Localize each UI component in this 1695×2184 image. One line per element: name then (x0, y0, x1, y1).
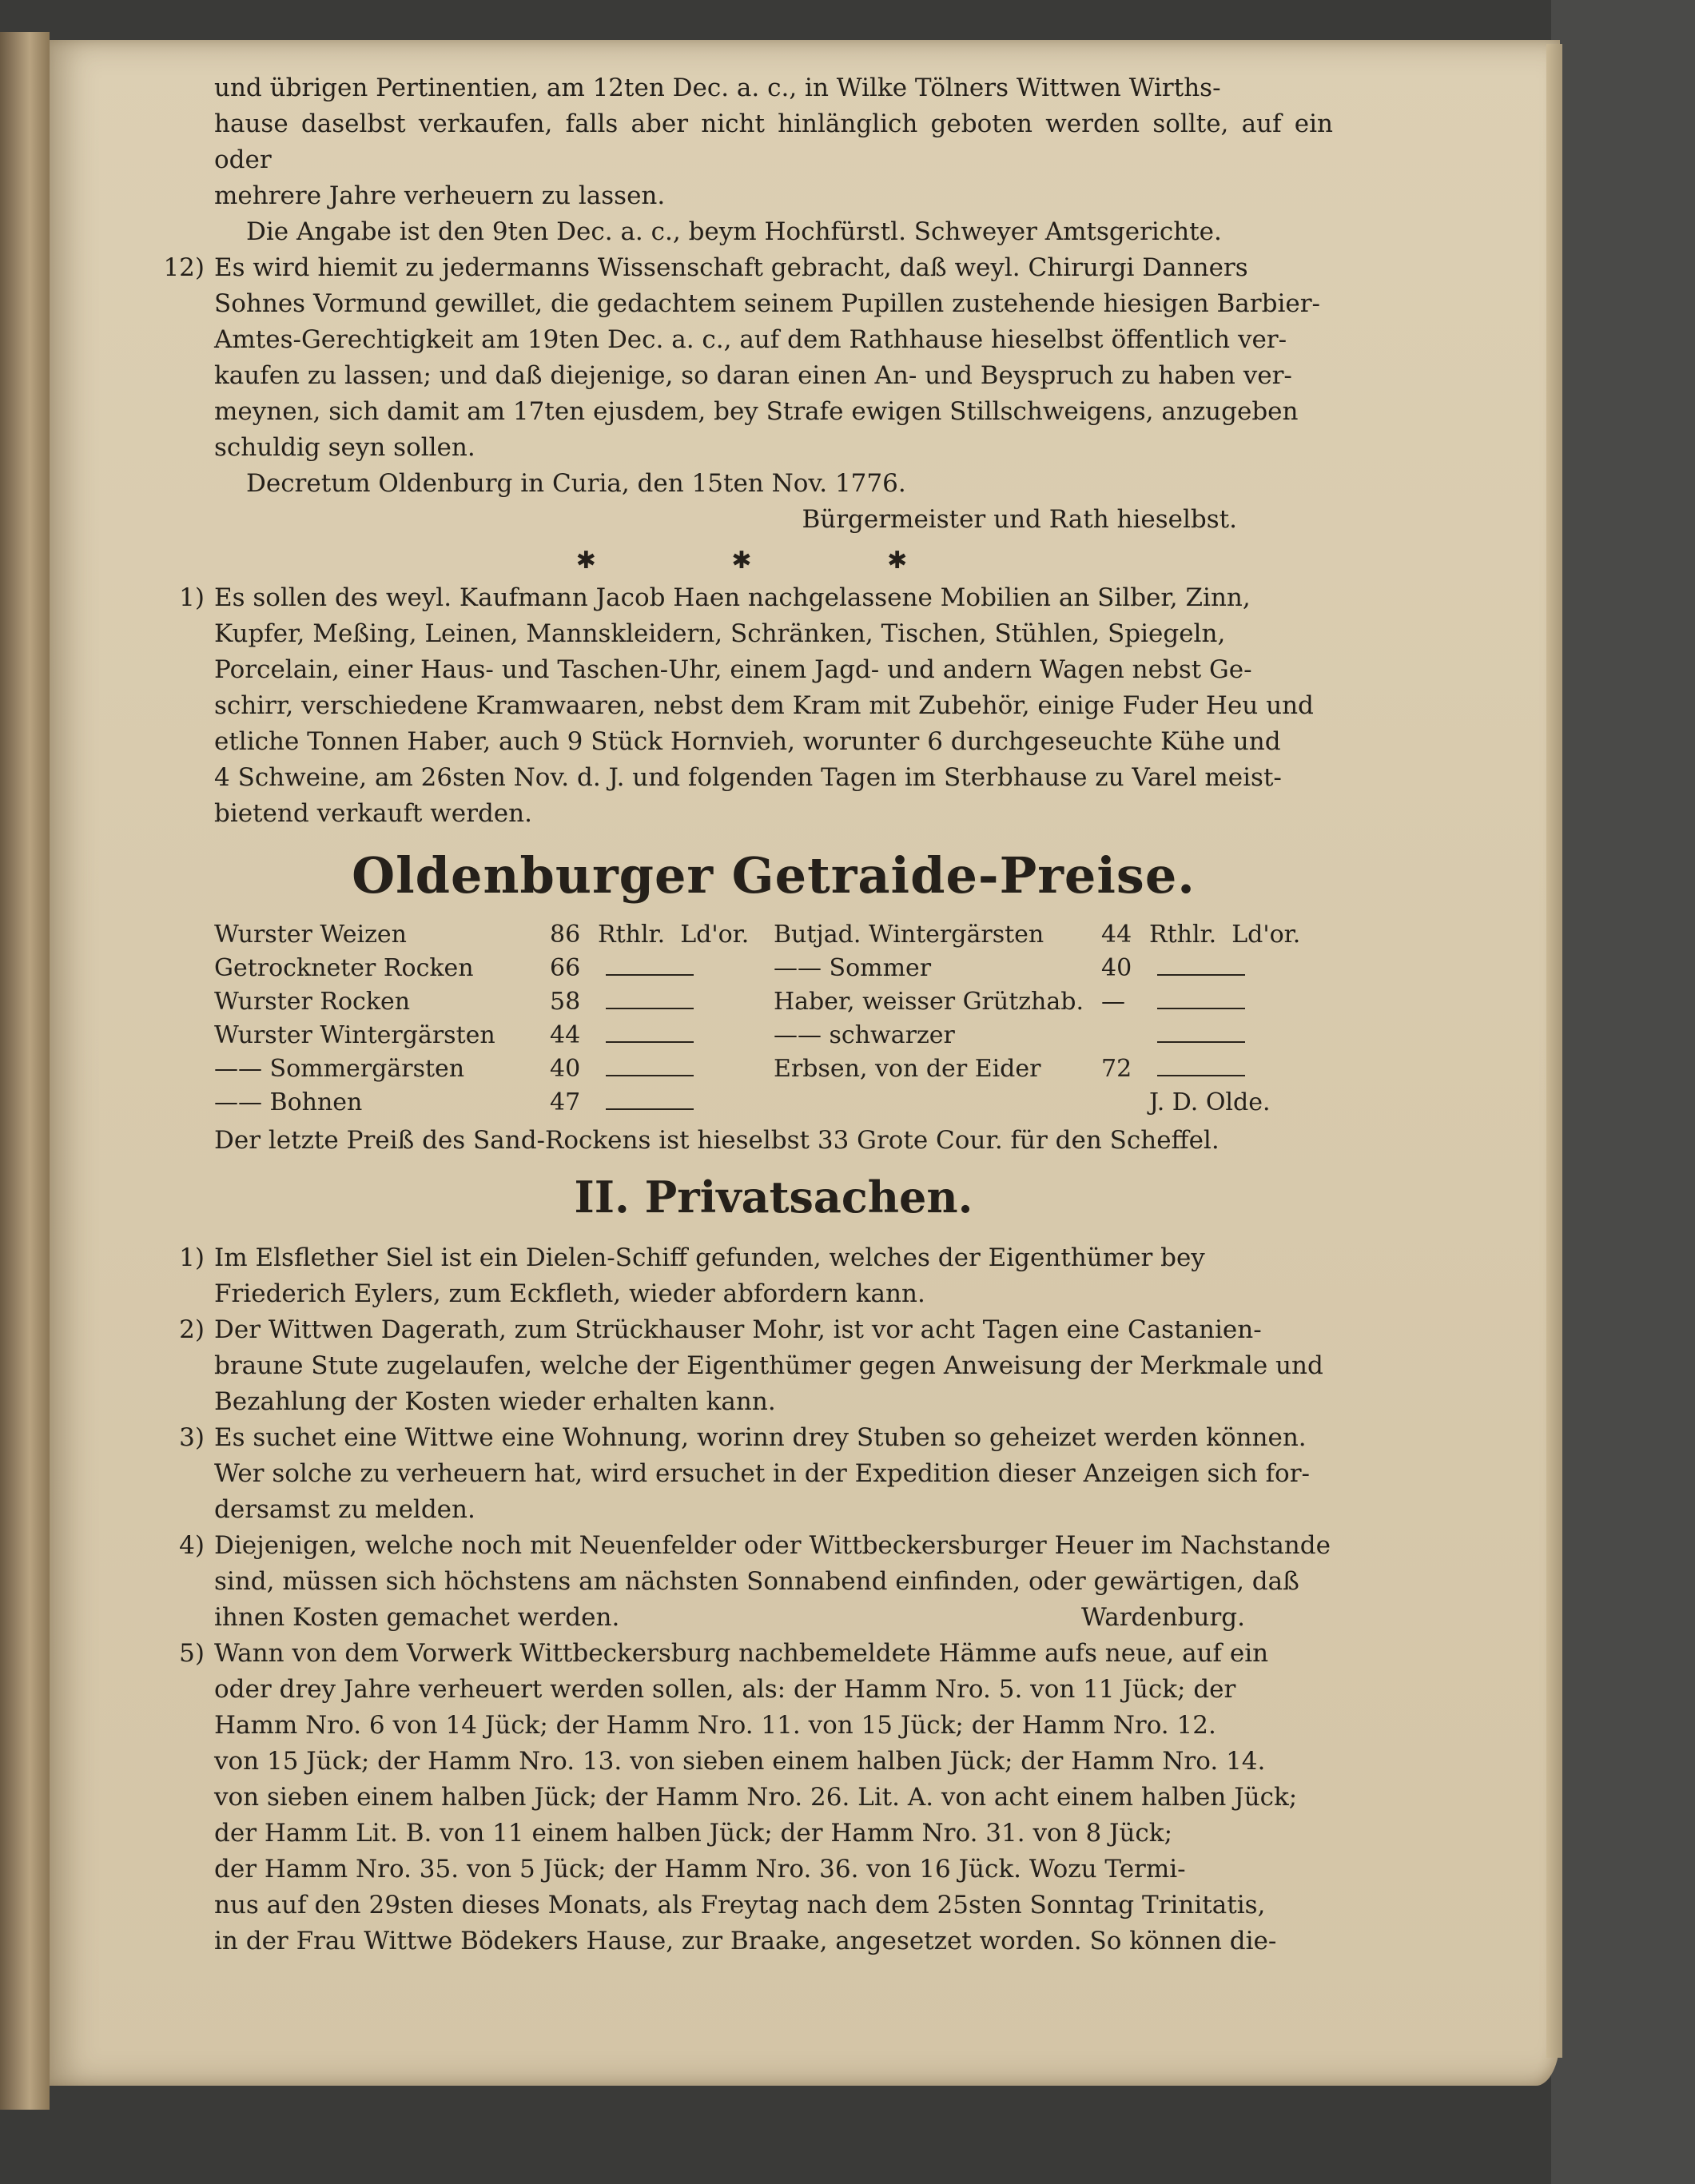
item1-line-3: Porcelain, einer Haus- und Taschen-Uhr, einem Jagd- und andern Wagen nebst Ge- (214, 655, 1252, 684)
item-line: sind, müssen sich höchstens am nächsten Sonnabend einfinden, oder gewärtigen, daß (214, 1567, 1299, 1596)
intro-line-1: und übrigen Pertinentien, am 12ten Dec. a. c., in Wilke Tölners Wittwen Wirths- (214, 74, 1221, 102)
page-content (163, 70, 1333, 1959)
price-column-left (214, 918, 774, 1120)
item12-line-2: Sohnes Vormund gewillet, die gedachtem seinem Pupillen zustehende hiesigen Barbier- (214, 289, 1320, 318)
item-number: 2) (179, 1315, 205, 1344)
grain-price: 47 (550, 1088, 581, 1116)
background-card (1551, 0, 1695, 2184)
grain-price: 44 (1101, 921, 1132, 949)
item-line: in der Frau Wittwe Bödekers Hause, zur Braake, angesetzet worden. So können die- (214, 1927, 1277, 1955)
decree-line: Decretum Oldenburg in Curia, den 15ten Nov. 1776. (246, 469, 906, 498)
ditto-rule (606, 974, 694, 976)
item-line: Wann von dem Vorwerk Wittbeckersburg nachbemeldete Hämme aufs neue, auf ein (214, 1639, 1269, 1668)
ditto-rule (606, 1108, 694, 1110)
item-number: 1) (179, 583, 205, 612)
price-row (774, 952, 1333, 985)
price-row (774, 985, 1333, 1019)
item-line: Wer solche zu verheuern hat, wird ersuchet in der Expedition dieser Anzeigen sich for- (214, 1459, 1310, 1488)
item12-line-5: meynen, sich damit am 17ten ejusdem, bey Strafe ewigen Stillschweigens, anzugeben (214, 397, 1299, 426)
item-line: Hamm Nro. 6 von 14 Jück; der Hamm Nro. 11. von 15 Jück; der Hamm Nro. 12. (214, 1711, 1216, 1740)
facing-page-edge (0, 32, 50, 2110)
ditto-rule (1157, 1075, 1245, 1076)
price-note: Der letzte Preiß des Sand-Rockens ist hieselbst 33 Grote Cour. für den Scheffel. (214, 1126, 1220, 1155)
price-row (214, 952, 774, 985)
grain-name: Butjad. Wintergärsten (774, 921, 1044, 949)
private-item-2 (179, 1312, 1333, 1420)
item-line: braune Stute zugelaufen, welche der Eigenthümer gegen Anweisung der Merkmale und (214, 1351, 1323, 1380)
item1-line-6: 4 Schweine, am 26sten Nov. d. J. und folgenden Tagen im Sterbhause zu Varel meist- (214, 763, 1282, 792)
unit-rthlr: Rthlr. (598, 921, 666, 949)
grain-price: 72 (1101, 1055, 1132, 1083)
item-line: ihnen Kosten gemachet werden. (214, 1603, 620, 1632)
notice-item-1 (179, 580, 1333, 832)
grain-name: Getrockneter Rocken (214, 954, 474, 982)
item-line: von 15 Jück; der Hamm Nro. 13. von sieben einem halben Jück; der Hamm Nro. 14. (214, 1747, 1266, 1776)
item-line: Bezahlung der Kosten wieder erhalten kann. (214, 1387, 776, 1416)
item-line: Diejenigen, welche noch mit Neuenfelder oder Wittbeckersburger Heuer im Nachstande (214, 1531, 1331, 1560)
item-number: 1) (179, 1243, 205, 1272)
item-line: der Hamm Lit. B. von 11 einem halben Jück; der Hamm Nro. 31. von 8 Jück; (214, 1819, 1173, 1848)
wardenburg-signature: Wardenburg. (1081, 1603, 1245, 1632)
item-line: Im Elsflether Siel ist ein Dielen-Schiff gefunden, welches der Eigenthümer bey (214, 1243, 1205, 1272)
private-item-4 (179, 1528, 1333, 1636)
unit-ldor: Ld'or. (1231, 921, 1301, 949)
prices-heading: Oldenburger Getraide-Preise. (352, 846, 1196, 905)
item-line-with-signature (214, 1600, 1333, 1636)
unit-ldor: Ld'or. (680, 921, 750, 949)
price-row (214, 985, 774, 1019)
private-item-3 (179, 1420, 1333, 1528)
grain-price: 44 (550, 1021, 581, 1049)
price-row (774, 1052, 1333, 1086)
price-row (214, 1052, 774, 1086)
item1-line-5: etliche Tonnen Haber, auch 9 Stück Hornvieh, worunter 6 durchgeseuchte Kühe und (214, 727, 1281, 756)
price-row (214, 1019, 774, 1052)
section-heading: II. Privatsachen. (574, 1172, 973, 1223)
item12-line-3: Amtes-Gerechtigkeit am 19ten Dec. a. c., auf dem Rathhause hieselbst öffentlich ver- (214, 325, 1287, 354)
private-item-1 (179, 1240, 1333, 1312)
grain-name: Wurster Rocken (214, 988, 411, 1016)
ditto-rule (1157, 974, 1245, 976)
price-row (774, 1086, 1333, 1120)
item-line: von sieben einem halben Jück; der Hamm Nro. 26. Lit. A. von acht einem halben Jück; (214, 1783, 1298, 1812)
item12-line-4: kaufen zu lassen; und daß diejenige, so daran einen An- und Beyspruch zu haben ver- (214, 361, 1292, 390)
grain-name: —— Bohnen (214, 1088, 363, 1116)
item-line: Der Wittwen Dagerath, zum Strückhauser Mohr, ist vor acht Tagen eine Castanien- (214, 1315, 1262, 1344)
ditto-rule (1157, 1008, 1245, 1009)
item-line: dersamst zu melden. (214, 1495, 475, 1524)
grain-name: Erbsen, von der Eider (774, 1055, 1041, 1083)
unit-rthlr: Rthlr. (1149, 921, 1217, 949)
grain-name: Wurster Weizen (214, 921, 407, 949)
price-table (214, 918, 1333, 1120)
ditto-rule (606, 1075, 694, 1076)
private-item-5 (179, 1636, 1333, 1959)
intro-block (214, 70, 1333, 250)
intro-line-3: mehrere Jahre verheuern zu lassen. (214, 181, 666, 210)
ditto-rule (606, 1041, 694, 1043)
grain-price: 86 (550, 921, 581, 949)
grain-price: 66 (550, 954, 581, 982)
ditto-rule (606, 1008, 694, 1009)
intro-notice: Die Angabe ist den 9ten Dec. a. c., beym Hochfürstl. Schweyer Amtsgerichte. (246, 217, 1222, 246)
price-row (214, 1086, 774, 1120)
item12-line-1: Es wird hiemit zu jedermanns Wissenschaft gebracht, daß weyl. Chirurgi Danners (214, 253, 1248, 282)
price-row (214, 918, 774, 952)
intro-line-2: hause daselbst verkaufen, falls aber nicht hinlänglich geboten werden sollte, auf ein oder (214, 109, 1333, 174)
price-row (774, 918, 1333, 952)
item-line: der Hamm Nro. 35. von 5 Jück; der Hamm Nro. 36. von 16 Jück. Wozu Termi- (214, 1855, 1186, 1884)
grain-name: —— Sommergärsten (214, 1055, 465, 1083)
item-number: 3) (179, 1423, 205, 1452)
item-number: 5) (179, 1639, 205, 1668)
grain-name: Haber, weisser Grützhab. (774, 988, 1084, 1016)
item-number: 12) (163, 253, 205, 282)
grain-price: 58 (550, 988, 581, 1016)
council-signature: Bürgermeister und Rath hieselbst. (802, 505, 1237, 534)
author-signature: J. D. Olde. (1149, 1088, 1271, 1116)
item-line: oder drey Jahre verheuert werden sollen, als: der Hamm Nro. 5. von 11 Jück; der (214, 1675, 1236, 1704)
item1-line-7: bietend verkauft werden. (214, 799, 532, 828)
item-line: nus auf den 29sten dieses Monats, als Freytag nach dem 25sten Sonntag Trinitatis, (214, 1891, 1266, 1919)
price-row (774, 1019, 1333, 1052)
grain-price: 40 (1101, 954, 1132, 982)
item1-line-2: Kupfer, Meßing, Leinen, Mannskleidern, Schränken, Tischen, Stühlen, Spiegeln, (214, 619, 1226, 648)
item12-line-6: schuldig seyn sollen. (214, 433, 475, 462)
item1-line-1: Es sollen des weyl. Kaufmann Jacob Haen nachgelassene Mobilien an Silber, Zinn, (214, 583, 1251, 612)
item1-line-4: schirr, verschiedene Kramwaaren, nebst dem Kram mit Zubehör, einige Fuder Heu und (214, 691, 1314, 720)
notice-item-12 (163, 250, 1333, 538)
divider-stars: ✱ ✱ ✱ (575, 547, 972, 575)
item-number: 4) (179, 1531, 205, 1560)
price-column-right (774, 918, 1333, 1120)
grain-price: 40 (550, 1055, 581, 1083)
item-line: Friederich Eylers, zum Eckfleth, wieder abfordern kann. (214, 1279, 925, 1308)
grain-name: Wurster Wintergärsten (214, 1021, 495, 1049)
grain-name: —— Sommer (774, 954, 932, 982)
item-line: Es suchet eine Wittwe eine Wohnung, worinn drey Stuben so geheizet werden können. (214, 1423, 1307, 1452)
page-edge (1546, 44, 1562, 2058)
grain-name: —— schwarzer (774, 1021, 955, 1049)
grain-price: — (1101, 988, 1125, 1016)
ditto-rule (1157, 1041, 1245, 1043)
